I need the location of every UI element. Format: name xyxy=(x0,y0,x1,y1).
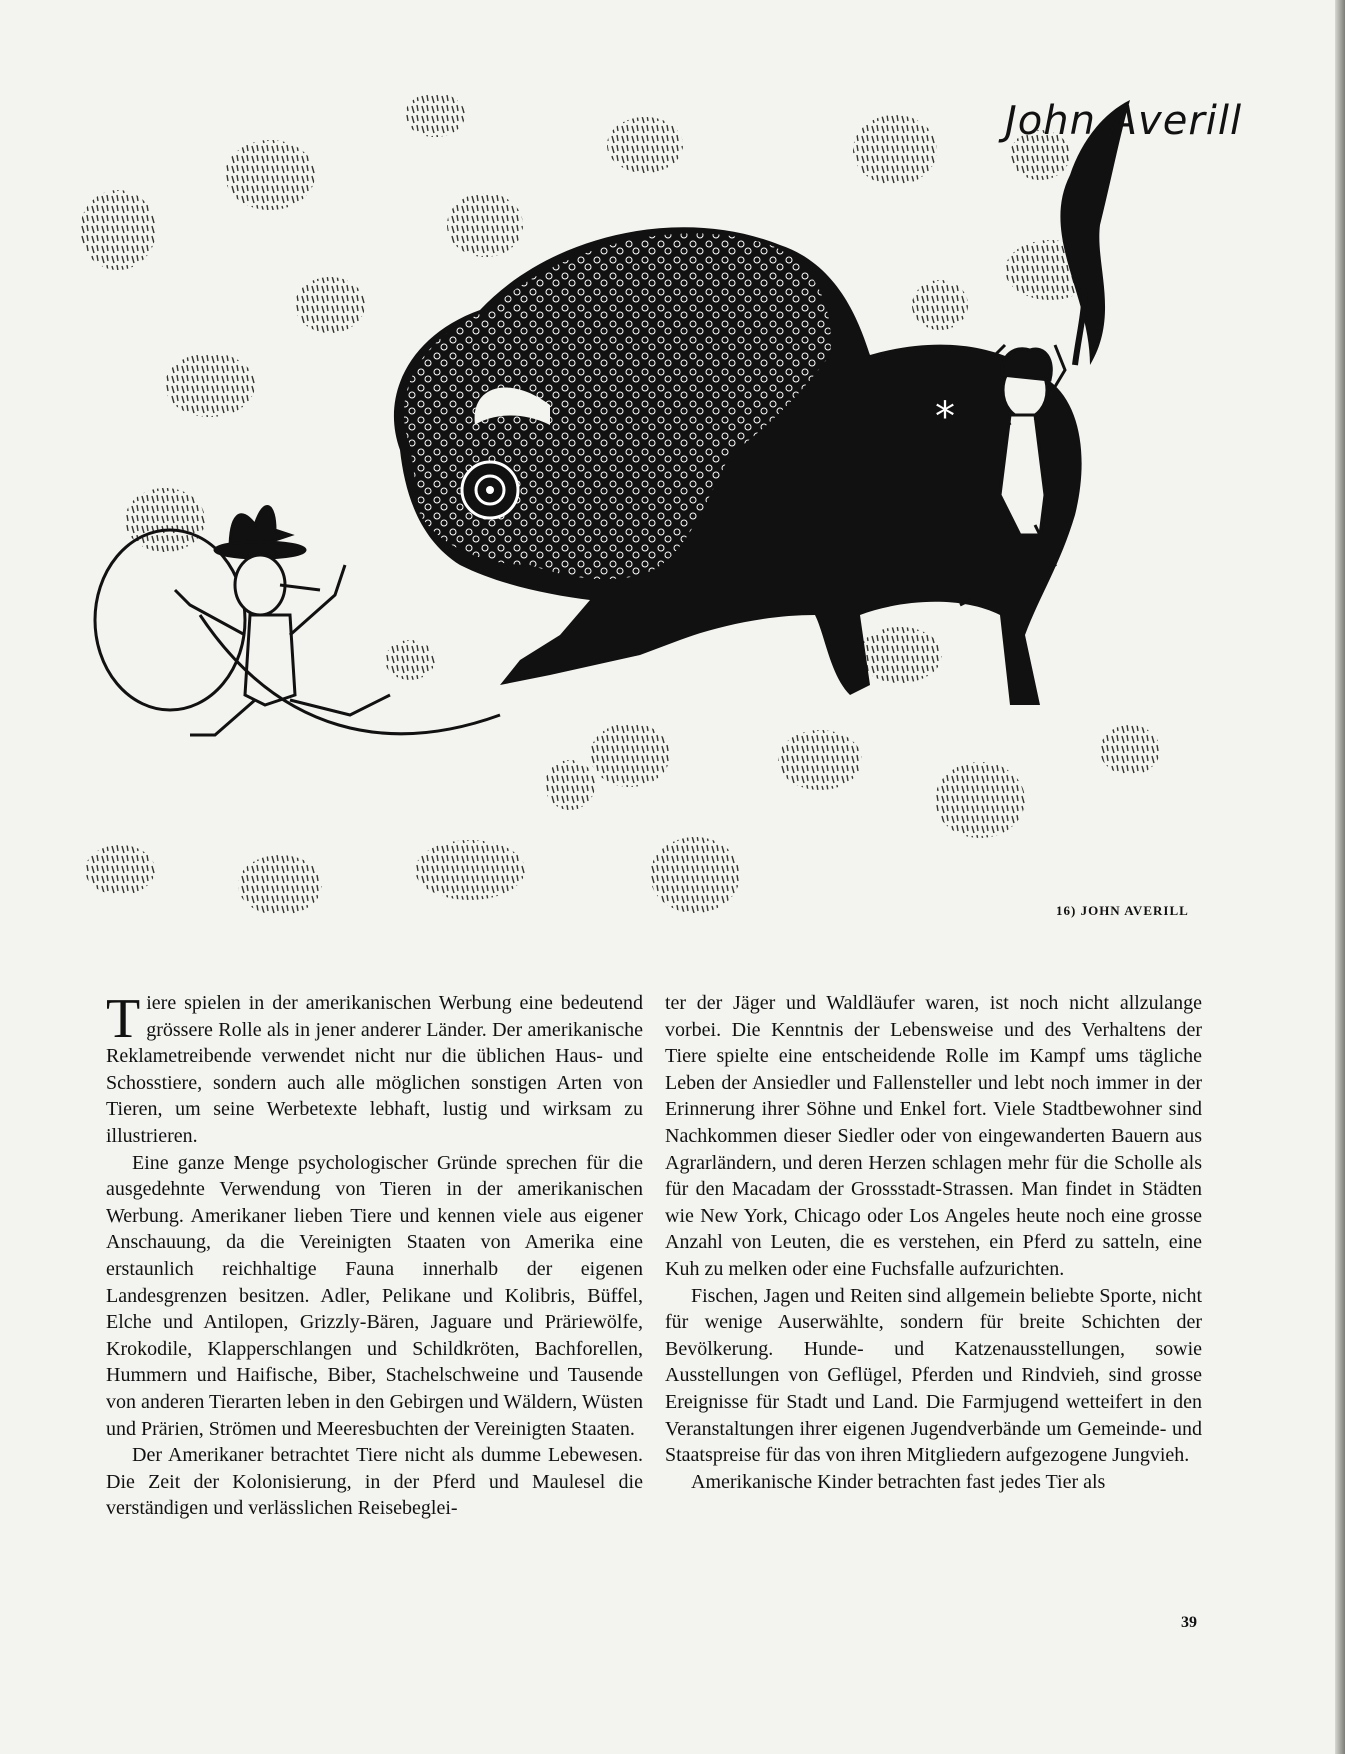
paragraph: Fischen, Jagen und Reiten sind allgemein beliebte Sporte, nicht für wenige Auserwählte, sondern für breite Schichten der Bevölkerung. Hunde- und Katzenausstellungen, sowie Ausstellungen von Geflügel, Pferden und Rindvieh, sind grosse Ereignisse für Stadt und Land. Die Farmjugend wetteifert in den Veranstaltungen ihrer eigenen Jugendverbände um Gemeinde- und Staatspreise für das von ihren Mitgliedern aufgezogene Jungvieh. xyxy=(665,1284,1202,1467)
artist-signature: John Averill xyxy=(1005,98,1243,144)
paragraph-text: iere spielen in der amerikanischen Werbung eine bedeutend grössere Rolle als in jener anderer Länder. Der amerikanische Reklametreibende verwendet nicht nur die üblichen Haus- und Schosstiere, sondern auch alle möglichen sonstigen Arten von Tieren, um seine Werbetexte lebhaft, lustig und wirksam zu illustrieren. xyxy=(106,992,643,1147)
bison-cowboy-illustration xyxy=(80,95,1210,935)
page-number: 39 xyxy=(1181,1614,1197,1631)
illustration-caption: 16) JOHN AVERILL xyxy=(1056,903,1189,918)
paragraph: Amerikanische Kinder betrachten fast jedes Tier als xyxy=(691,1470,1106,1493)
paragraph: Der Amerikaner betrachtet Tiere nicht als dumme Lebewesen. Die Zeit der Kolonisierung, in der Pferd und Maulesel die verständigen und verlässlichen Reisebeglei- xyxy=(106,1444,643,1520)
paragraph: Eine ganze Menge psychologischer Gründe sprechen für die ausgedehnte Verwendung von Tieren in der amerikanischen Werbung. Amerikaner lieben Tiere und kennen viele aus eigener Anschauung, da die Vereinigten Staaten von Amerika eine erstaunlich reichhaltige Fauna innerhalb der eigenen Landesgrenzen besitzen. Adler, Pelikane und Kolibris, Büffel, Elche und Antilopen, Grizzly-Bären, Jaguare und Präriewölfe, Krokodile, Klapperschlangen und Schildkröten, Bachforellen, Hummern und Haifische, Biber, Stachelschweine und Tausende von anderen Tierarten leben in den Gebirgen und Wäldern, Wüsten und Prärien, Strömen und Meeresbuchten der Vereinigten Staaten. xyxy=(106,1151,643,1440)
drop-cap: T xyxy=(106,988,141,1050)
paragraph xyxy=(106,990,643,1150)
article-column-right xyxy=(665,990,1202,1495)
page-edge-shadow xyxy=(1335,0,1345,1754)
article-column-left xyxy=(106,990,643,1522)
paragraph: ter der Jäger und Waldläufer waren, ist noch nicht allzulange vorbei. Die Kenntnis der Lebensweise und des Verhaltens der Tiere spielte eine entscheidende Rolle im Kampf ums tägliche Leben der Ansiedler und Fallensteller und lebt noch immer in der Erinnerung ihrer Söhne und Enkel fort. Viele Stadtbewohner sind Nachkommen dieser Siedler oder von eingewanderten Bauern aus Agrarländern, und deren Herzen schlagen mehr für die Scholle als für den Macadam der Grossstadt-Strassen. Man findet in Städten wie New York, Chicago oder Los Angeles heute noch eine grosse Anzahl von Leuten, die es verstehen, ein Pferd zu satteln, eine Kuh zu melken oder eine Fuchsfalle aufzurichten. xyxy=(665,992,1202,1280)
svg-text:*: * xyxy=(935,394,955,440)
